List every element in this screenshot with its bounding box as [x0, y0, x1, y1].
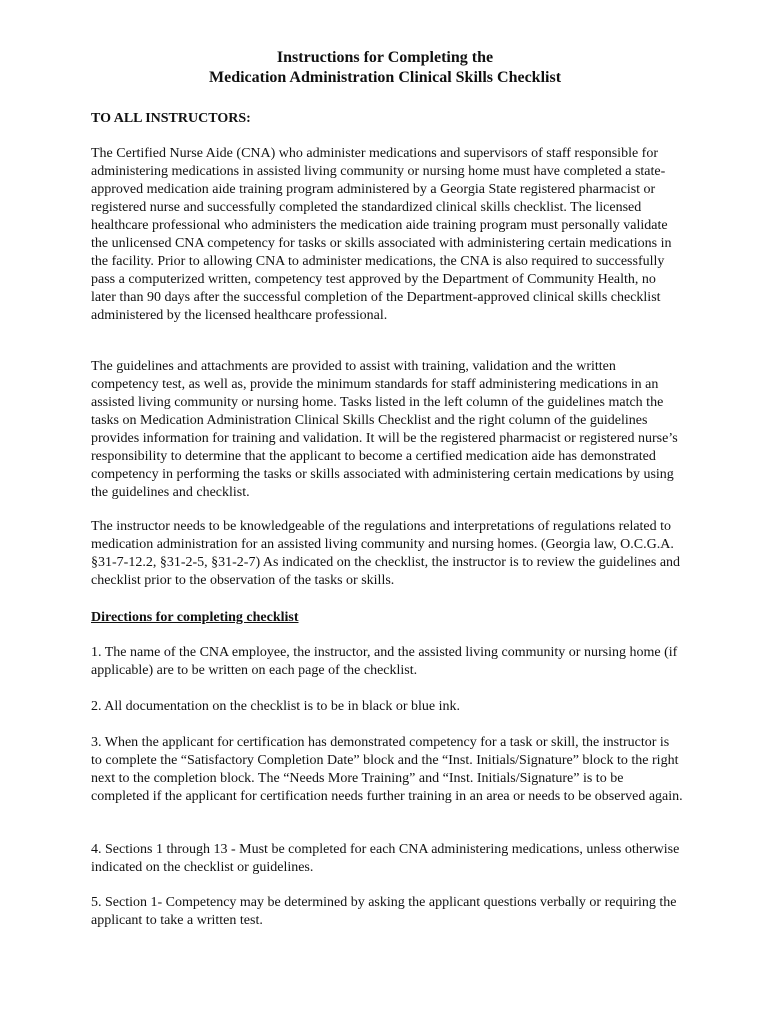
document-title-line-2: Medication Administration Clinical Skills Checklist	[208, 69, 562, 86]
paragraph-guidelines: The guidelines and attachments are provided to assist with training, validation and the written competency test, as well as, provide the minimum standards for staff administering medications in an assisted living community or nursing home. Tasks listed in the left column of the guidelines match the tasks on Medication Administration Clinical Skills Checklist and the right column of the guidelines provides information for training and validation. It will be the registered pharmacist or registered nurse’s responsibility to determine that the applicant to become a certified medication aide has demonstrated competency in performing the tasks or skills associated with administering certain medications by using the guidelines and checklist.	[91, 359, 678, 500]
direction-item-1: 1. The name of the CNA employee, the instructor, and the assisted living community or nursing home (if applicable) are to be written on each page of the checklist.	[91, 645, 678, 678]
document-title-line-1: Instructions for Completing the	[276, 49, 494, 66]
direction-item-5: 5. Section 1- Competency may be determined by asking the applicant questions verbally or requiring the applicant to take a written test.	[91, 895, 677, 928]
salutation-heading: TO ALL INSTRUCTORS:	[91, 111, 251, 126]
paragraph-instructor-knowledge: The instructor needs to be knowledgeable of the regulations and interpretations of regulations related to medication administration for an assisted living community and nursing homes. (Georgia law, O.C.G.A. §31-7-12.2, §31-2-5, §31-2-7) As indicated on the checklist, the instructor is to review the guidelines and checklist prior to the observation of the tasks or skills.	[91, 519, 681, 588]
direction-item-3: 3. When the applicant for certification has demonstrated competency for a task or skill, the instructor is to complete the “Satisfactory Completion Date” block and the “Inst. Initials/Signature” block to the right next to the completion block. The “Needs More Training” and “Inst. Initials/Signature” is to be completed if the applicant for certification needs further training in an area or needs to be observed again.	[91, 735, 683, 804]
paragraph-cna-requirements: The Certified Nurse Aide (CNA) who administer medications and supervisors of staff responsible for administering medications in assisted living community or nursing home must have completed a state-approved medication aide training program administered by a Georgia State registered pharmacist or registered nurse and successfully completed the standardized clinical skills checklist. The licensed healthcare professional who administers the medication aide training program must personally validate the unlicensed CNA competency for tasks or skills associated with administering certain medications in the facility. Prior to allowing CNA to administer medications, the CNA is also required to successfully pass a computerized written, competency test approved by the Department of Community Health, no later than 90 days after the successful completion of the Department-approved clinical skills checklist administered by the licensed healthcare professional.	[91, 146, 672, 323]
direction-item-2: 2. All documentation on the checklist is to be in black or blue ink.	[91, 699, 460, 714]
direction-item-4: 4. Sections 1 through 13 - Must be completed for each CNA administering medications, unless otherwise indicated on the checklist or guidelines.	[91, 842, 680, 875]
directions-heading: Directions for completing checklist	[91, 610, 299, 625]
